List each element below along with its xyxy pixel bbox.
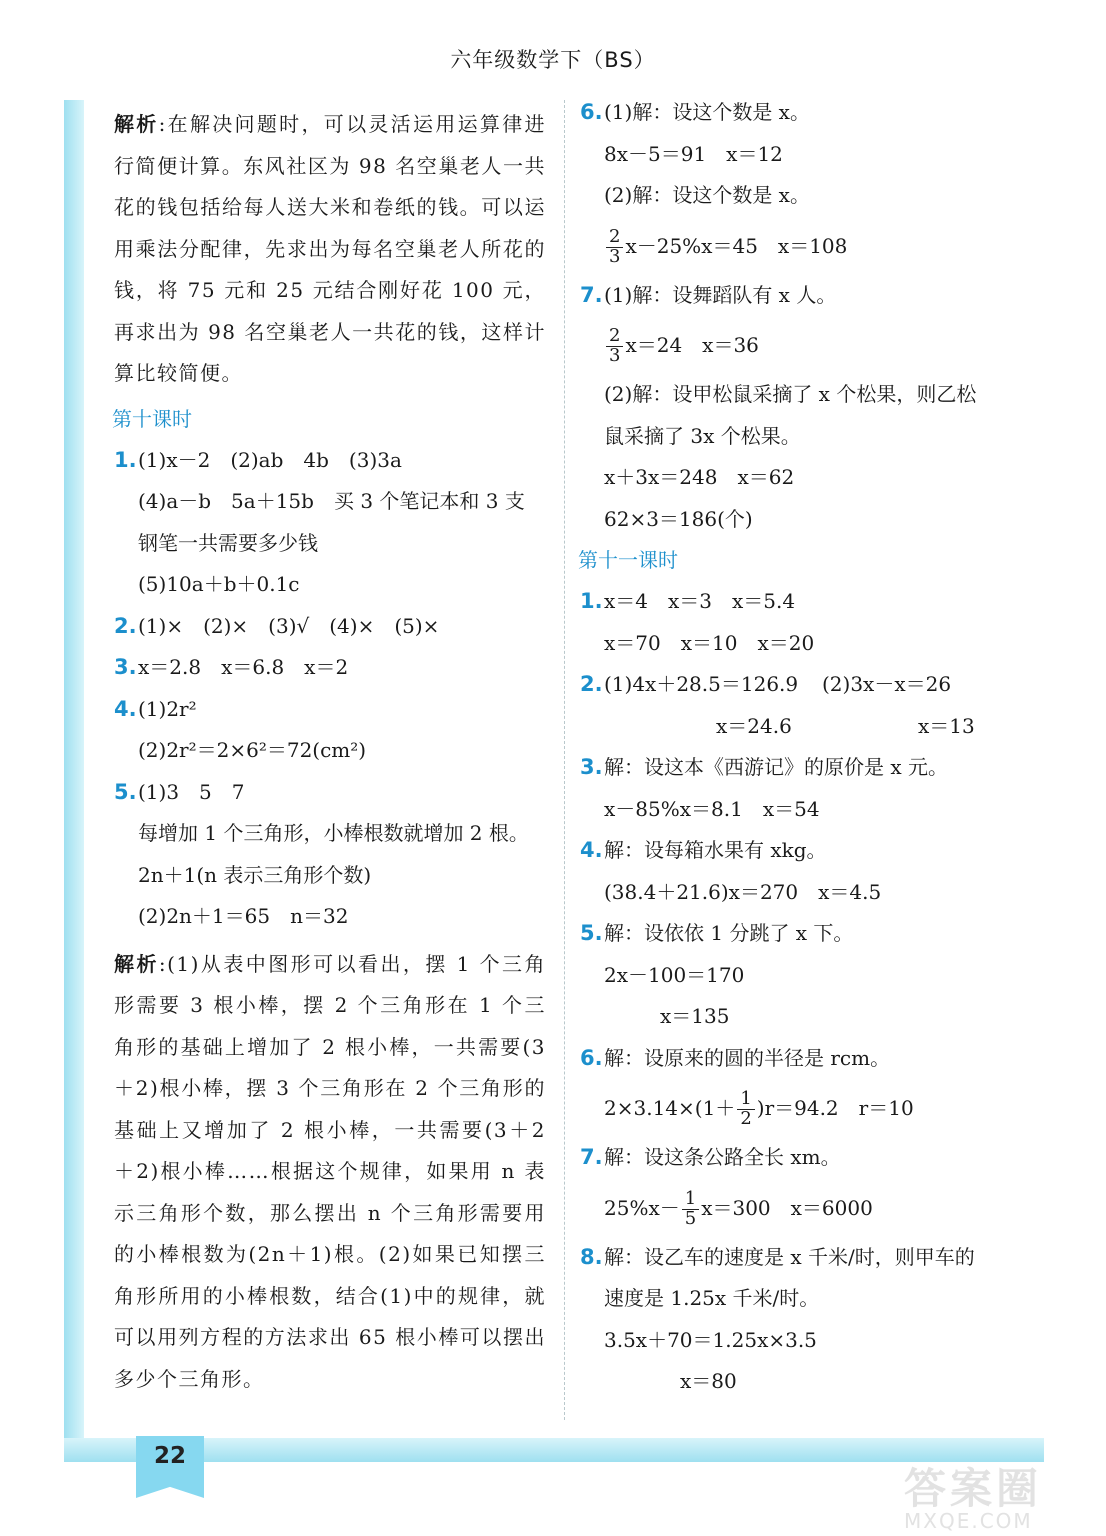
answer-line: 每增加 1 个三角形，小棒根数就增加 2 根。 — [138, 821, 529, 845]
answer-line: 解：设依依 1 分跳了 x 下。 — [604, 921, 854, 945]
answer-line: x＝80 — [680, 1369, 737, 1393]
analysis-paragraph-1 — [114, 104, 546, 395]
answer-line: x＝24 x＝36 — [625, 333, 759, 357]
answer-line: x＝24.6 — [716, 713, 792, 738]
watermark-url: MXQE.COM — [904, 1509, 1033, 1533]
fraction: $\frac{2}{3}$ — [606, 327, 623, 366]
answer-line: 解：设这本《西游记》的原价是 x 元。 — [604, 755, 948, 779]
watermark-title: 答案圈 — [904, 1464, 1043, 1513]
question-number: 4. — [114, 696, 137, 721]
answer-line: 鼠采摘了 3x 个松果。 — [604, 423, 801, 448]
question-r2 — [580, 664, 1030, 747]
answer-line: (4)a－b 5a＋15b 买 3 个笔记本和 3 支 — [138, 489, 525, 513]
question-r1 — [580, 581, 1030, 664]
question-6 — [580, 92, 1030, 275]
answer-line: x＝4 x＝3 x＝5.4 — [604, 589, 796, 613]
analysis-text: :(1)从表中图形可以看出，摆 1 个三角形需要 3 根小棒，摆 2 个三角形在 1 个三角形的基础上增加了 2 根小棒，一共需要(3＋2)根小棒，摆 3 个三角形在 2 个三角形的基础上又增加了 2 根小棒，一共需要(3＋2＋2)根小棒……根据这个规律，如果用 n 表示三角形个数，那么摆出 n 个三角形需要用的小棒根数为(2n＋1)根。(2)如果已知摆三角形所用的小棒根数，结合(1)中的规律，就可以用列方程的方法求出 65 根小棒可以摆出多少个三角形。 — [114, 951, 546, 1391]
answer-line: (1)× (2)× (3)√ (4)× (5)× — [138, 613, 440, 638]
fraction: $\frac{2}{3}$ — [606, 228, 623, 267]
question-number: 1. — [580, 589, 603, 613]
answer-line: 解：设每箱水果有 xkg。 — [604, 838, 827, 862]
answer-line: (2)3x－x＝26 — [822, 672, 952, 696]
question-r8 — [580, 1237, 1030, 1403]
page-header: 六年级数学下（BS） — [450, 48, 656, 72]
question-number: 6. — [580, 1045, 603, 1070]
answer-line: x＝2.8 x＝6.8 x＝2 — [138, 655, 349, 679]
answer-line: (1)2r² — [138, 696, 197, 721]
column-divider — [564, 100, 565, 1420]
question-number: 8. — [580, 1244, 603, 1269]
answer-line: x＝300 x＝6000 — [701, 1195, 873, 1220]
answer-line: 8x－5＝91 x＝12 — [604, 141, 783, 166]
answer-line: 解：设原来的圆的半径是 rcm。 — [604, 1045, 891, 1070]
question-r3 — [580, 747, 1030, 830]
answer-line: x－85%x＝8.1 x＝54 — [604, 796, 820, 821]
answer-line: )r＝94.2 r＝10 — [756, 1096, 914, 1120]
question-number: 3. — [114, 655, 137, 679]
watermark-logo — [904, 1464, 1094, 1533]
section-title-lesson-10: 第十课时 — [112, 406, 192, 431]
answer-line: x＝13 — [918, 713, 975, 738]
question-number: 1. — [114, 447, 137, 472]
question-7 — [580, 275, 1030, 541]
answer-line: (38.4＋21.6)x＝270 x＝4.5 — [604, 879, 882, 904]
question-2 — [114, 606, 546, 648]
answer-line: (1)x－2 (2)ab 4b (3)3a — [138, 447, 402, 472]
answer-line: (1)3 5 7 — [138, 779, 245, 804]
answer-line: 2×3.14×(1＋ — [604, 1096, 736, 1120]
answer-line: x＋3x＝248 x＝62 — [604, 465, 795, 489]
section-title-lesson-11: 第十一课时 — [578, 548, 678, 572]
page-number: 22 — [153, 1443, 186, 1469]
question-1 — [114, 440, 546, 606]
question-number: 4. — [580, 838, 603, 862]
fraction: $\frac{1}{5}$ — [682, 1190, 699, 1229]
answer-line: (1)解：设舞蹈队有 x 人。 — [604, 282, 837, 307]
question-r7 — [580, 1137, 1030, 1237]
analysis-paragraph-2 — [114, 944, 546, 1401]
answer-line: (2)2r²＝2×6²＝72(cm²) — [138, 738, 367, 762]
left-column — [114, 104, 546, 1400]
question-number: 2. — [580, 672, 603, 696]
frame-left-border — [64, 100, 84, 1460]
answer-line: (5)10a＋b＋0.1c — [138, 572, 300, 596]
analysis-label: 解析 — [114, 112, 159, 136]
answer-line: 2n＋1(n 表示三角形个数) — [138, 862, 372, 887]
answer-line: (2)解：设甲松鼠采摘了 x 个松果，则乙松 — [604, 382, 977, 406]
question-number: 7. — [580, 282, 603, 307]
right-column — [580, 92, 1030, 1403]
answer-line: 速度是 1.25x 千米/时。 — [604, 1286, 820, 1310]
answer-line: x＝135 — [660, 1004, 730, 1028]
question-number: 6. — [580, 100, 603, 124]
question-number: 5. — [580, 921, 603, 945]
question-r4 — [580, 830, 1030, 913]
question-number: 3. — [580, 755, 603, 779]
question-r5 — [580, 913, 1030, 1038]
answer-line: 3.5x＋70＝1.25x×3.5 — [604, 1327, 817, 1352]
question-r6 — [580, 1038, 1030, 1138]
answer-line: 钢笔一共需要多少钱 — [138, 530, 318, 555]
question-number: 5. — [114, 779, 137, 804]
analysis-label: 解析 — [114, 951, 159, 976]
question-5 — [114, 772, 546, 938]
answer-line: 解：设乙车的速度是 x 千米/时，则甲车的 — [604, 1244, 975, 1269]
answer-line: (1)解：设这个数是 x。 — [604, 100, 810, 124]
answer-line: 解：设这条公路全长 xm。 — [604, 1145, 841, 1169]
question-number: 2. — [114, 613, 137, 638]
frame-bottom-border — [64, 1438, 1044, 1462]
answer-line: 62×3＝186(个) — [604, 506, 753, 531]
answer-line: 25%x－ — [604, 1195, 680, 1220]
answer-line: (2)2n＋1＝65 n＝32 — [138, 904, 349, 928]
answer-line: x－25%x＝45 x＝108 — [625, 233, 848, 258]
question-number: 7. — [580, 1145, 603, 1169]
fraction: $\frac{1}{2}$ — [737, 1090, 754, 1129]
question-4 — [114, 689, 546, 772]
answer-line: (1)4x＋28.5＝126.9 — [604, 672, 799, 696]
answer-line: x＝70 x＝10 x＝20 — [604, 630, 815, 655]
question-3 — [114, 647, 546, 689]
answer-line: 2x－100＝170 — [604, 962, 745, 987]
answer-line: (2)解：设这个数是 x。 — [604, 183, 810, 207]
analysis-text: :在解决问题时，可以灵活运用运算律进行简便计算。东风社区为 98 名空巢老人一共花的钱包括给每人送大米和卷纸的钱。可以运用乘法分配律，先求出为每名空巢老人所花的钱，将 75 元和 25 元结合刚好花 100 元，再求出为 98 名空巢老人一共花的钱，这样计算比较简便。 — [114, 112, 546, 385]
